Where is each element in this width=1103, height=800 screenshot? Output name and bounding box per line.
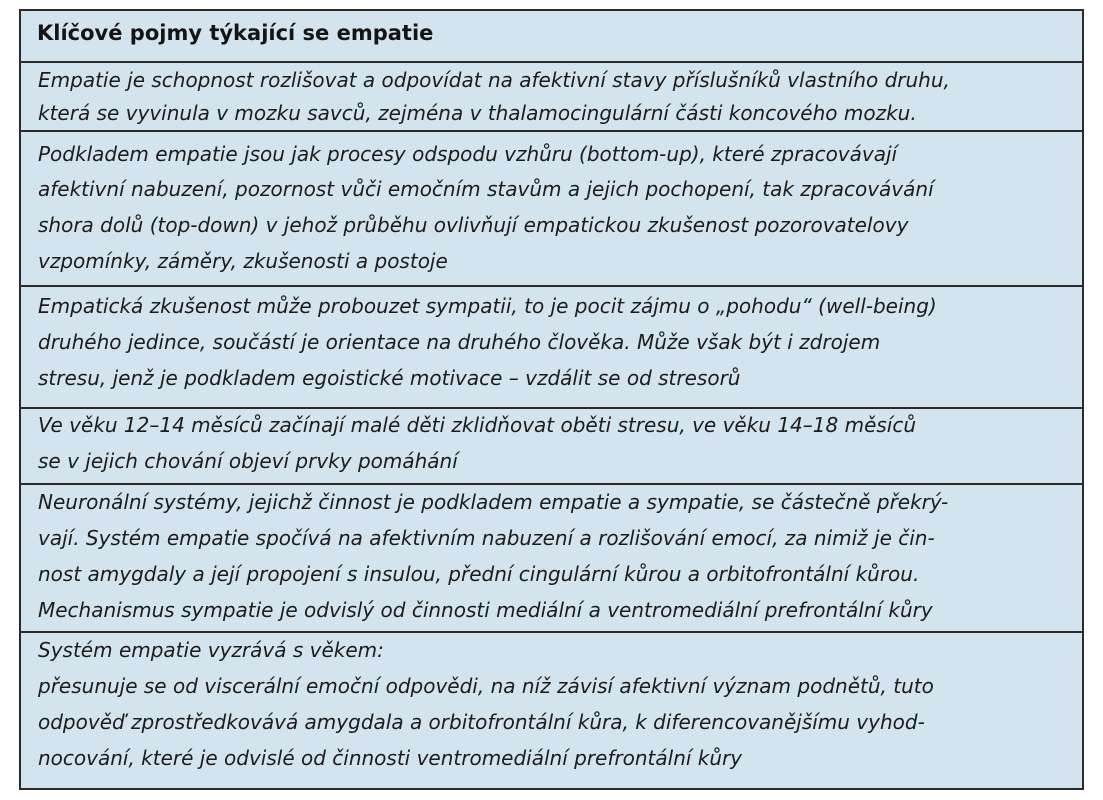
row-text-line: Empatie je schopnost rozlišovat a odpovídat na afektivní stavy příslušníků vlastního druhu, xyxy=(38,68,950,92)
empathy-concepts-table xyxy=(19,9,1084,790)
row-text-line: nocování, které je odvislé od činnosti ventromediální prefrontální kůry xyxy=(38,746,743,770)
row-text-line: přesunuje se od viscerální emoční odpovědi, na níž závisí afektivní význam podnětů, tuto xyxy=(38,674,934,698)
row-text-line: Podkladem empatie jsou jak procesy odspodu vzhůru (bottom-up), které zpracovávají xyxy=(38,142,898,166)
row-text-line: odpověď zprostředkovává amygdala a orbitofrontální kůra, k diferencovanějšímu vyhod- xyxy=(38,710,925,734)
row-text-line: nost amygdaly a její propojení s insulou, přední cingulární kůrou a orbitofrontální kůrou. xyxy=(38,562,920,586)
row-text-line: která se vyvinula v mozku savců, zejména v thalamocingulární části koncového mozku. xyxy=(38,101,917,125)
row-text-line: Neuronální systémy, jejichž činnost je podkladem empatie a sympatie, se částečně překrý- xyxy=(38,490,949,514)
row-text-line: Ve věku 12–14 měsíců začínají malé děti zklidňovat oběti stresu, ve věku 14–18 měsíců xyxy=(38,413,917,437)
row-text-line: Mechanismus sympatie je odvislý od činnosti mediální a ventromediální prefrontální kůry xyxy=(38,598,933,622)
table-row xyxy=(21,132,1082,287)
row-text-line: afektivní nabuzení, pozornost vůči emočním stavům a jejich pochopení, tak zpracovávání xyxy=(38,177,934,201)
row-text-line: se v jejich chování objeví prvky pomáhání xyxy=(38,449,458,473)
row-text-line: vají. Systém empatie spočívá na afektivním nabuzení a rozlišování emocí, za nimiž je čin- xyxy=(38,526,935,550)
table-row xyxy=(21,287,1082,409)
row-text-line: Systém empatie vyzrává s věkem: xyxy=(38,638,384,662)
table-row xyxy=(21,633,1082,788)
table-row xyxy=(21,409,1082,485)
table-row xyxy=(21,485,1082,633)
row-text-line: shora dolů (top-down) v jehož průběhu ovlivňují empatickou zkušenost pozorovatelovy xyxy=(38,213,909,237)
row-text-line: Empatická zkušenost může probouzet sympatii, to je pocit zájmu o „pohodu“ (well-being) xyxy=(38,294,937,318)
row-text-line: druhého jedince, součástí je orientace na druhého člověka. Může však být i zdrojem xyxy=(38,330,881,354)
row-text-line: vzpomínky, záměry, zkušenosti a postoje xyxy=(38,249,448,273)
row-text-line: stresu, jenž je podkladem egoistické motivace – vzdálit se od stresorů xyxy=(38,366,741,390)
table-row xyxy=(21,63,1082,132)
table-heading: Klíčové pojmy týkající se empatie xyxy=(21,11,1082,63)
